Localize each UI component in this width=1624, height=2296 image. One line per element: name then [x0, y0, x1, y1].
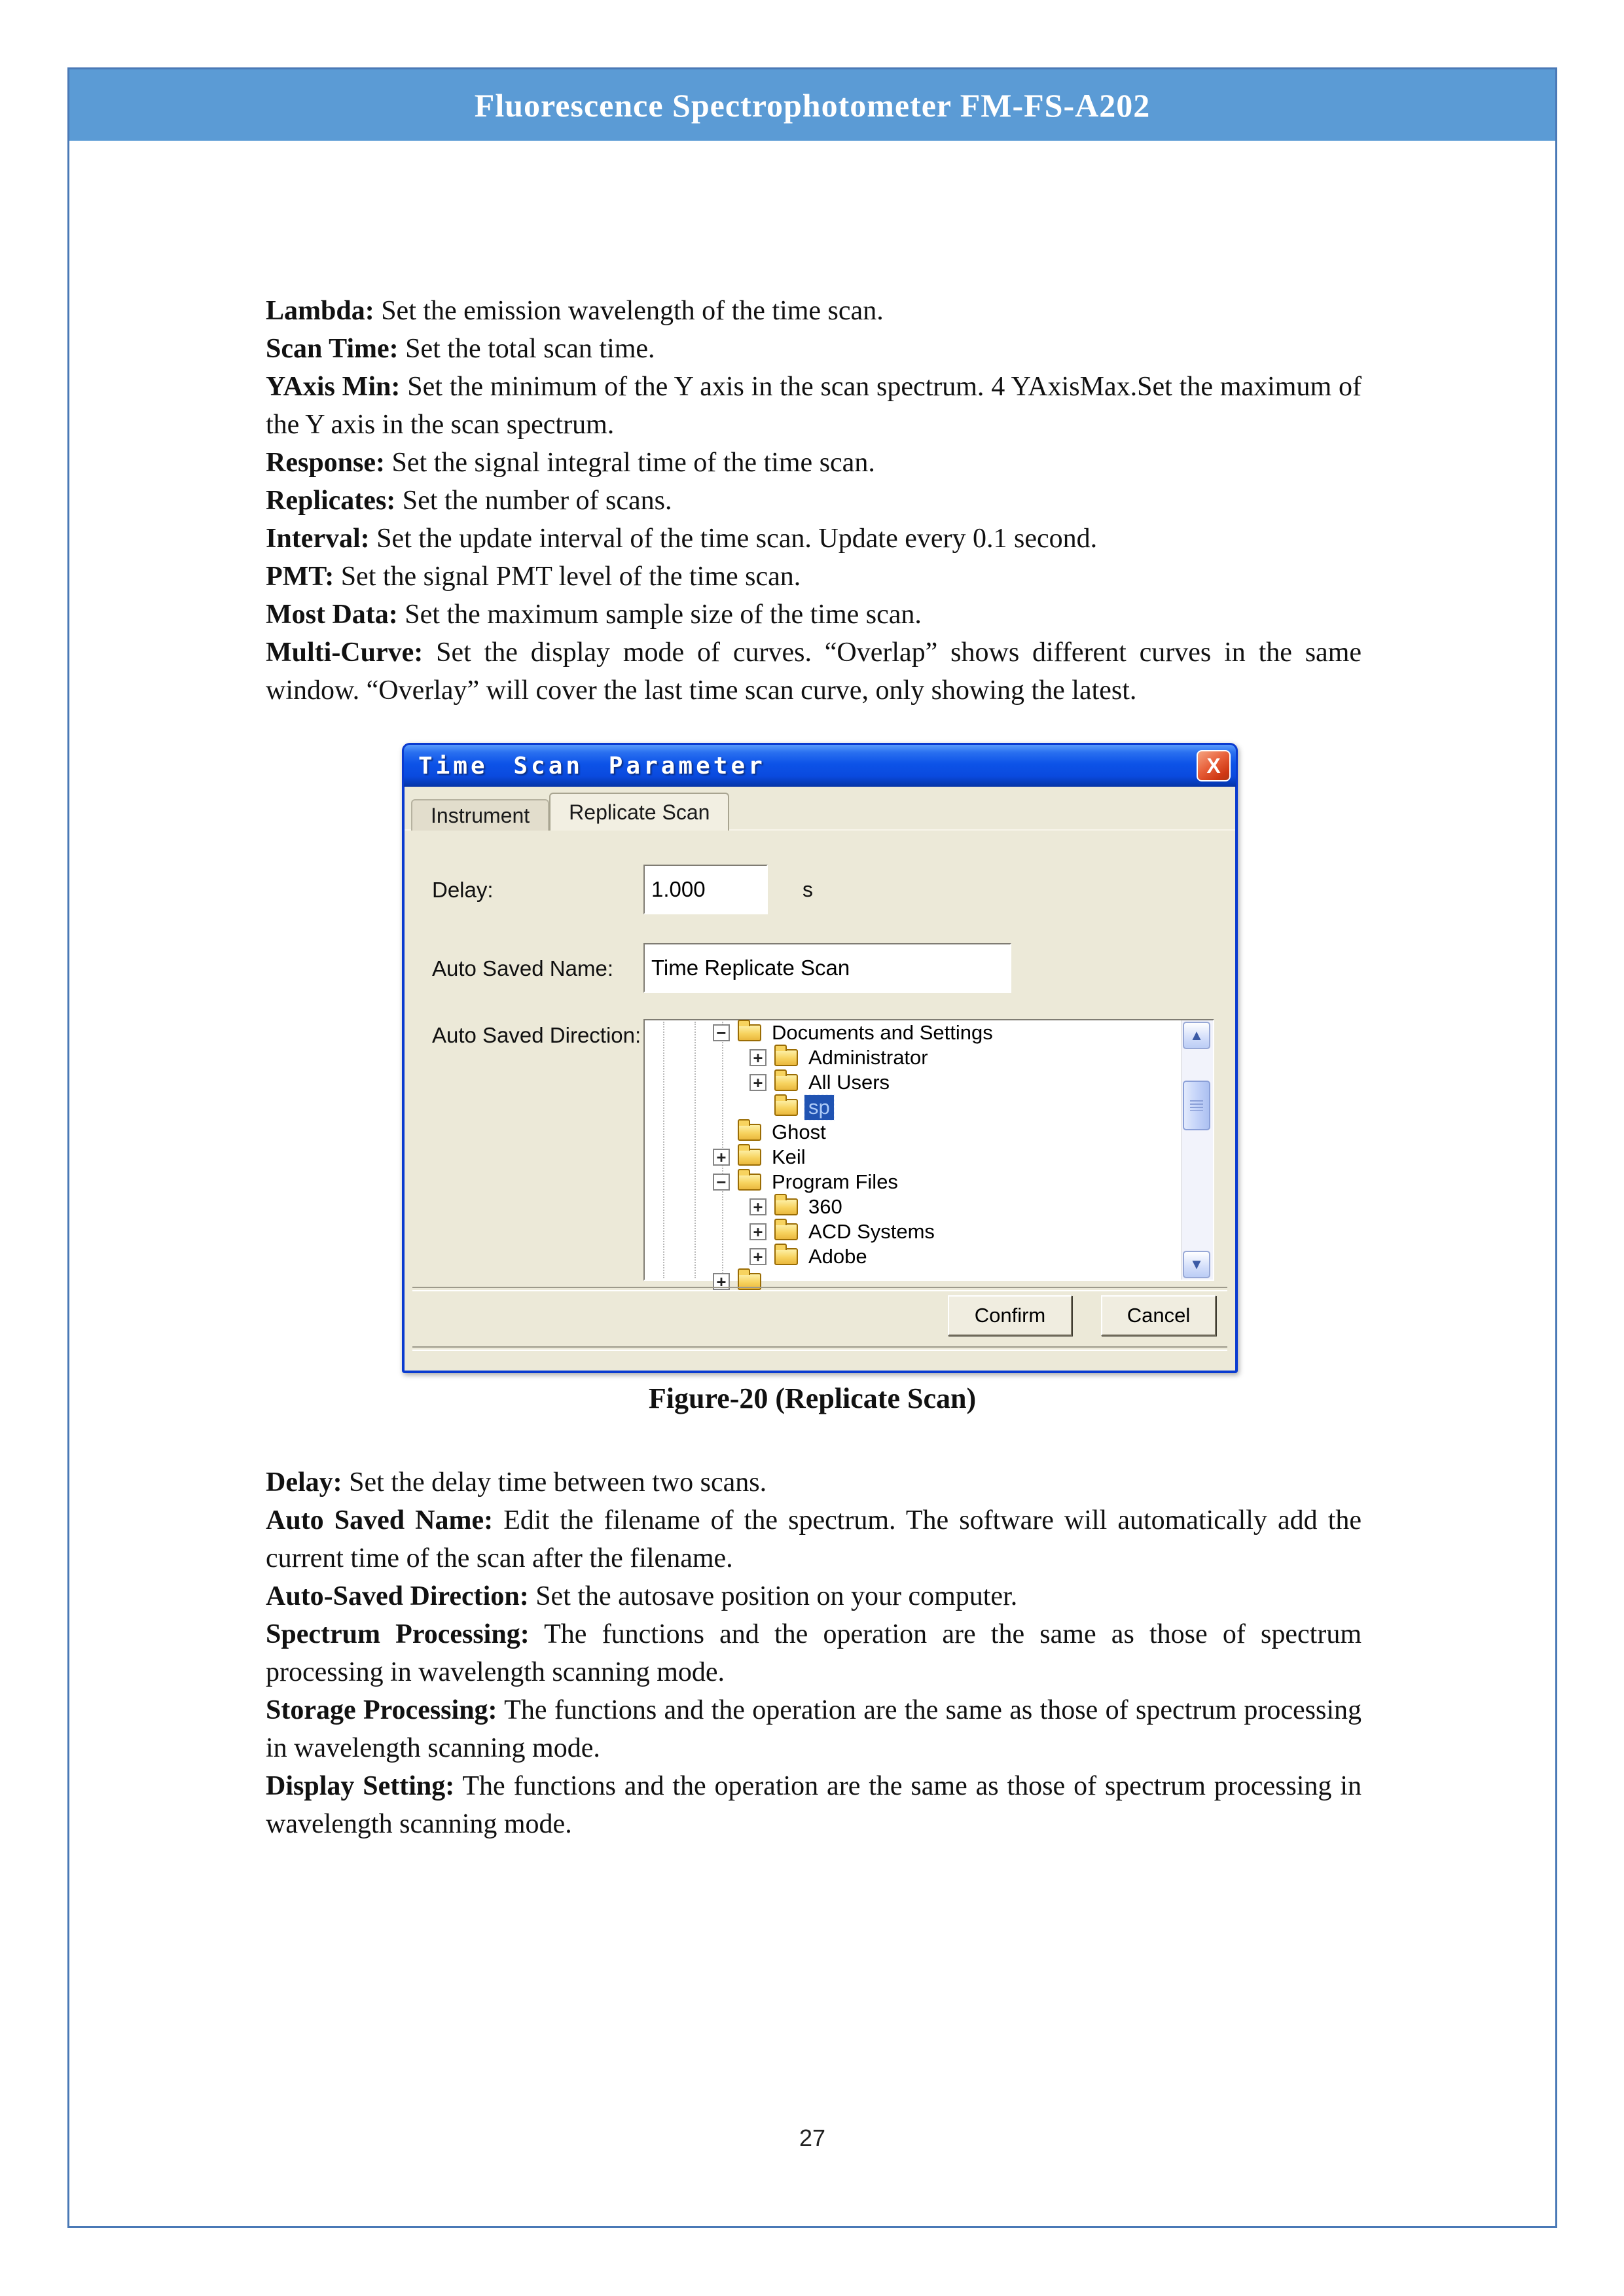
term-label: Interval: — [266, 524, 370, 554]
tree-item[interactable] — [645, 1045, 1182, 1070]
term-label: YAxis Min: — [266, 372, 401, 402]
expander-minus-icon[interactable]: − — [713, 1024, 730, 1041]
tree-item[interactable] — [645, 1070, 1182, 1095]
dialog-titlebar[interactable] — [404, 745, 1236, 787]
description-paragraph — [266, 1501, 1362, 1577]
term-definition: The functions and the operation are the same as those of spectrum processing in wavelength scanning mode. — [266, 1695, 1362, 1763]
folder-tree — [643, 1019, 1214, 1291]
description-paragraph — [266, 368, 1362, 444]
tree-item-label: Keil — [772, 1145, 806, 1168]
term-label: Most Data: — [266, 600, 398, 630]
term-definition: Set the signal integral time of the time scan. — [385, 448, 875, 478]
term-label: Replicates: — [266, 486, 396, 516]
page-header — [69, 69, 1555, 141]
term-definition: Set the emission wavelength of the time scan. — [374, 296, 884, 326]
folder-icon — [774, 1049, 798, 1066]
expander-plus-icon[interactable]: + — [713, 1273, 730, 1290]
expander-plus-icon[interactable]: + — [749, 1074, 767, 1091]
description-paragraph — [266, 292, 1362, 330]
description-paragraph — [266, 444, 1362, 482]
auto-saved-name-input[interactable] — [643, 943, 1011, 993]
term-label: Auto-Saved Direction: — [266, 1581, 529, 1611]
tree-item-label: Documents and Settings — [772, 1021, 993, 1044]
term-definition: Set the signal PMT level of the time scan. — [334, 562, 801, 592]
folder-icon — [774, 1099, 798, 1116]
term-label: Delay: — [266, 1467, 342, 1498]
expander-minus-icon[interactable]: − — [713, 1174, 730, 1191]
description-paragraph — [266, 596, 1362, 634]
description-paragraph — [266, 1615, 1362, 1691]
figure-caption: Figure-20 (Replicate Scan) — [648, 1382, 977, 1414]
tree-item[interactable] — [645, 1095, 1182, 1120]
term-definition: Set the delay time between two scans. — [342, 1467, 767, 1498]
description-paragraph — [266, 482, 1362, 520]
term-definition: Set the maximum sample size of the time scan. — [397, 600, 922, 630]
scroll-down-icon[interactable]: ▼ — [1183, 1251, 1210, 1278]
scrollbar-thumb[interactable] — [1183, 1081, 1210, 1130]
page-frame — [67, 67, 1557, 2228]
tree-item-label: ACD Systems — [808, 1220, 935, 1243]
tree-item[interactable] — [645, 1194, 1182, 1219]
tree-item-label: Program Files — [772, 1170, 898, 1193]
description-paragraph — [266, 520, 1362, 558]
page-number: 27 — [799, 2125, 826, 2151]
expander-plus-icon[interactable]: + — [749, 1248, 767, 1265]
term-definition: Set the autosave position on your computer. — [528, 1581, 1018, 1611]
term-definition: Set the number of scans. — [395, 486, 672, 516]
folder-tree-content — [645, 1020, 1182, 1291]
term-definition: Set the minimum of the Y axis in the scan spectrum. 4 YAxisMax.Set the maximum of the Y axis in the scan spectrum. — [266, 372, 1362, 440]
description-paragraph — [266, 1463, 1362, 1501]
description-paragraph — [266, 558, 1362, 596]
term-definition: Set the update interval of the time scan. Update every 0.1 second. — [369, 524, 1098, 554]
tree-item-label: sp — [804, 1095, 834, 1120]
expander-plus-icon[interactable]: + — [749, 1198, 767, 1215]
confirm-button[interactable]: Confirm — [948, 1295, 1072, 1336]
tree-item[interactable] — [645, 1145, 1182, 1170]
folder-icon — [738, 1174, 761, 1191]
term-label: Spectrum Processing: — [266, 1619, 530, 1649]
term-label: PMT: — [266, 562, 334, 592]
term-label: Display Setting: — [266, 1771, 455, 1801]
folder-icon — [738, 1024, 761, 1041]
dialog-title: Time Scan Parameter — [418, 752, 766, 780]
tab-instrument[interactable]: Instrument — [411, 799, 549, 831]
delay-label: Delay: — [432, 878, 494, 902]
folder-icon — [774, 1074, 798, 1091]
expander-plus-icon[interactable]: + — [713, 1149, 730, 1166]
dialog-button-row — [405, 1295, 1235, 1337]
term-definition: The functions and the operation are the same as those of spectrum processing in wavelength scanning mode. — [266, 1619, 1362, 1687]
term-label: Scan Time: — [266, 334, 399, 364]
tree-item[interactable] — [645, 1244, 1182, 1269]
auto-saved-direction-label: Auto Saved Direction: — [432, 1023, 641, 1047]
tree-item-label: 360 — [808, 1195, 842, 1218]
folder-icon — [738, 1149, 761, 1166]
tree-item-label: Adobe — [808, 1245, 867, 1268]
page-title: Fluorescence Spectrophotometer FM-FS-A202 — [474, 86, 1151, 124]
expander-plus-icon[interactable]: + — [749, 1223, 767, 1240]
folder-icon — [774, 1198, 798, 1215]
dialog-tabs — [411, 793, 729, 831]
detail-text-block — [266, 1463, 1362, 1843]
delay-input[interactable] — [643, 865, 768, 914]
term-label: Auto Saved Name: — [266, 1505, 494, 1535]
description-paragraph — [266, 1691, 1362, 1767]
dialog-divider — [412, 1287, 1227, 1291]
expander-plus-icon[interactable]: + — [749, 1049, 767, 1066]
close-icon[interactable]: X — [1197, 750, 1231, 781]
description-paragraph — [266, 330, 1362, 368]
folder-icon — [774, 1248, 798, 1265]
term-label: Lambda: — [266, 296, 374, 326]
time-scan-parameter-dialog — [402, 743, 1238, 1373]
folder-icon — [738, 1124, 761, 1141]
description-paragraph — [266, 634, 1362, 709]
tree-item[interactable] — [645, 1020, 1182, 1045]
dialog-divider — [412, 1346, 1227, 1351]
term-definition: Edit the filename of the spectrum. The software will automatically add the current time of the scan after the filename. — [266, 1505, 1362, 1573]
intro-text-block — [266, 292, 1362, 709]
auto-saved-name-label: Auto Saved Name: — [432, 956, 613, 980]
tree-item[interactable] — [645, 1219, 1182, 1244]
tree-item[interactable] — [645, 1120, 1182, 1145]
term-label: Storage Processing: — [266, 1695, 497, 1725]
term-definition: Set the display mode of curves. “Overlap” shows different curves in the same window. “Overlay” will cover the last time scan curve, only showing the latest. — [266, 637, 1362, 706]
cancel-button[interactable]: Cancel — [1101, 1295, 1216, 1336]
tree-item[interactable] — [645, 1170, 1182, 1194]
folder-icon — [774, 1223, 798, 1240]
description-paragraph — [266, 1577, 1362, 1615]
term-label: Multi-Curve: — [266, 637, 424, 668]
delay-unit: s — [803, 878, 813, 901]
tree-scrollbar[interactable] — [1181, 1020, 1213, 1280]
tree-item-label: Ghost — [772, 1121, 826, 1143]
term-definition: The functions and the operation are the same as those of spectrum processing in wavelength scanning mode. — [266, 1771, 1362, 1839]
tree-item-label: Administrator — [808, 1046, 928, 1069]
term-definition: Set the total scan time. — [398, 334, 655, 364]
tree-item-label: All Users — [808, 1071, 890, 1094]
description-paragraph — [266, 1767, 1362, 1843]
tab-replicate-scan[interactable]: Replicate Scan — [549, 793, 729, 831]
scroll-up-icon[interactable]: ▲ — [1183, 1022, 1210, 1049]
term-label: Response: — [266, 448, 386, 478]
tree-item-label — [768, 1281, 776, 1282]
